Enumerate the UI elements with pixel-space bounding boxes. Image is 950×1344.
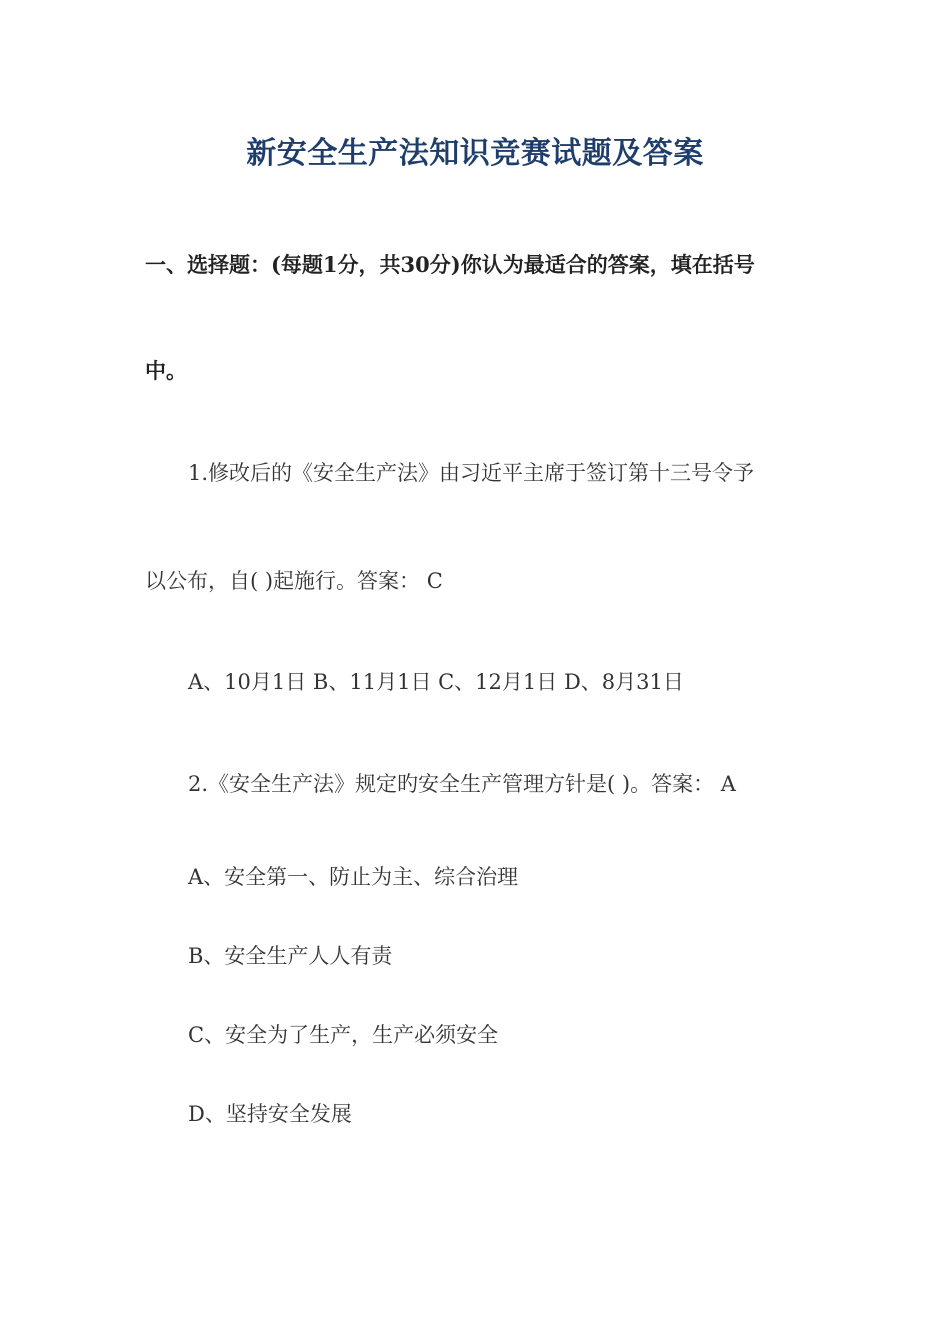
question-2-option-b: B、安全生产人人有责 [188, 944, 393, 968]
section-heading-line-2: 中。 [145, 358, 187, 383]
question-1-stem-line-2: 以公布，自( )起施行。答案： C [145, 569, 443, 593]
section-heading-line-1: 一、选择题：(每题1分，共30分)你认为最适合的答案，填在括号 [145, 252, 755, 277]
question-2-stem: 2.《安全生产法》规定旳安全生产管理方针是( )。答案： A [188, 772, 736, 796]
question-1-stem-line-1: 1.修改后的《安全生产法》由习近平主席于签订第十三号令予 [188, 461, 755, 485]
question-2-option-c: C、安全为了生产，生产必须安全 [188, 1023, 499, 1047]
question-2-option-d: D、坚持安全发展 [188, 1102, 352, 1126]
question-1-options: A、10月1日 B、11月1日 C、12月1日 D、8月31日 [188, 670, 684, 694]
document-title: 新安全生产法知识竞赛试题及答案 [246, 136, 704, 171]
question-2-option-a: A、安全第一、防止为主、综合治理 [188, 865, 519, 889]
